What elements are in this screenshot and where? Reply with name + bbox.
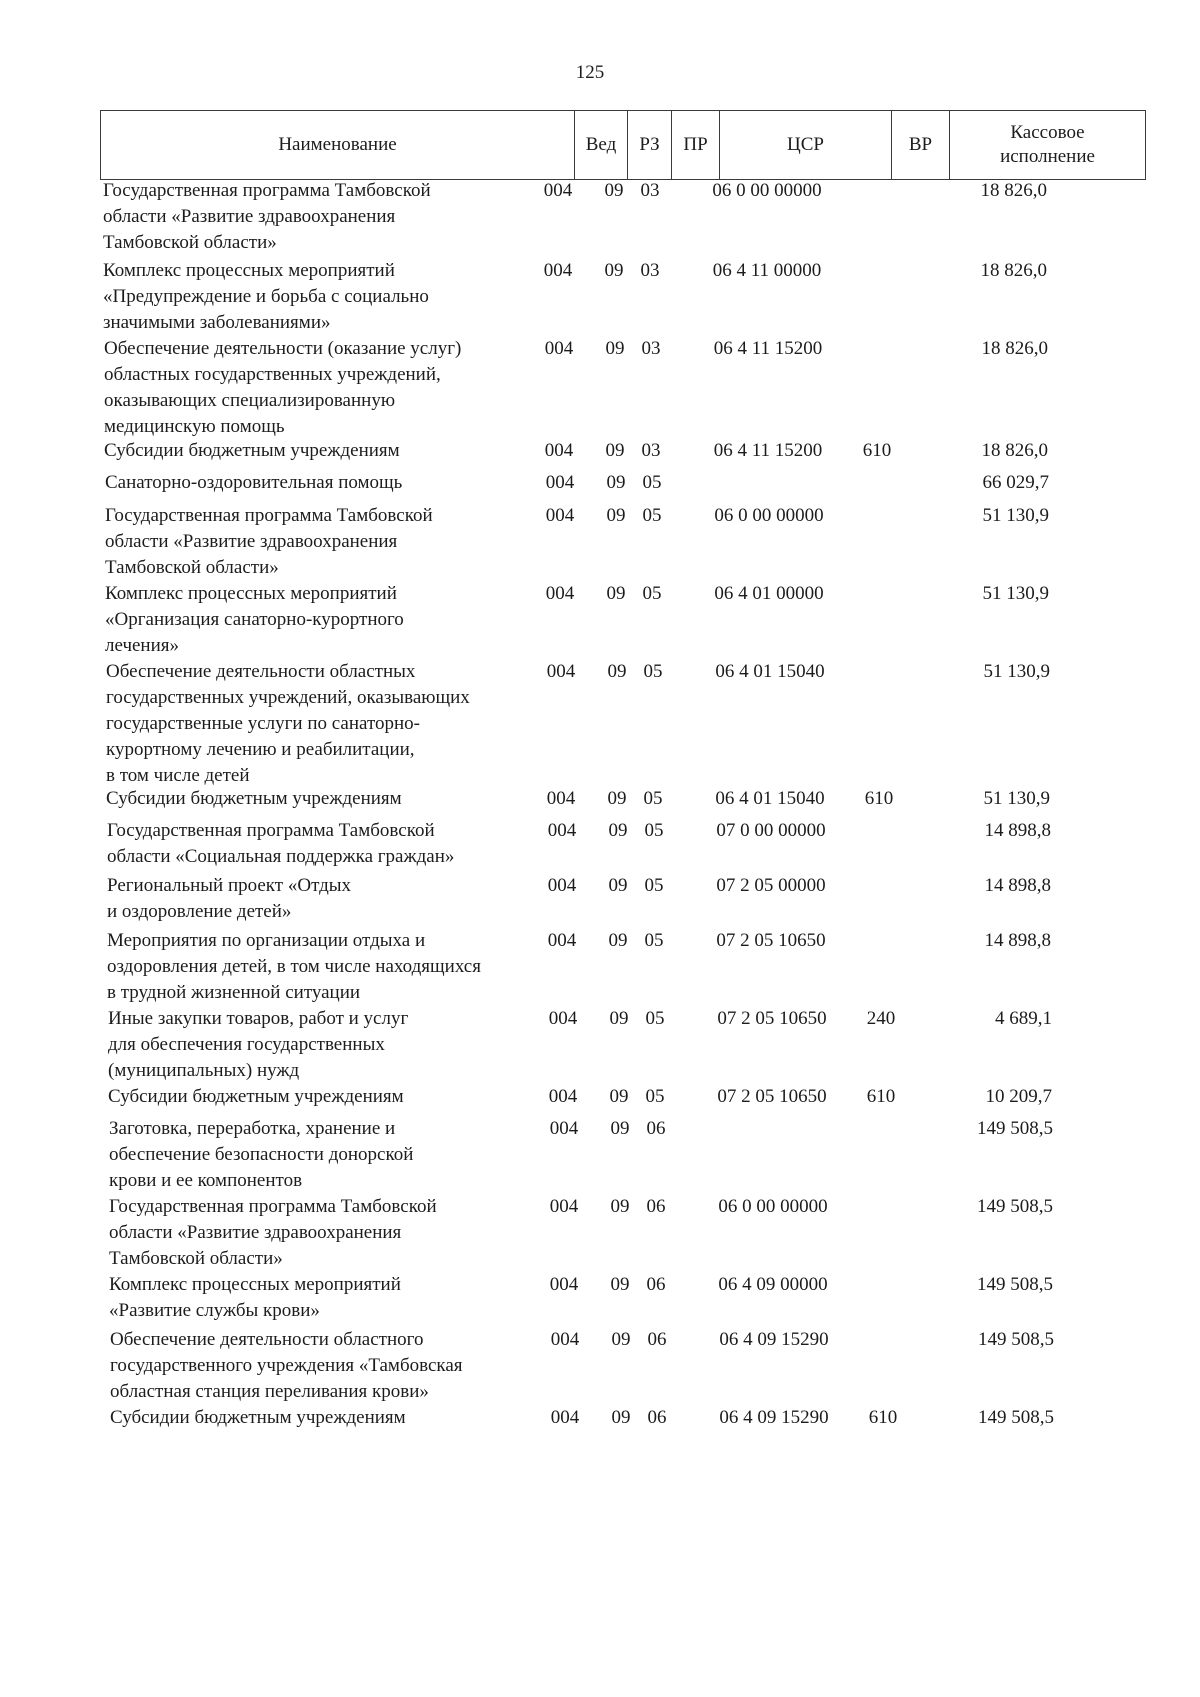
row-csr: 07 0 00 00000	[716, 820, 826, 841]
row-csr: 06 0 00 00000	[718, 1196, 828, 1217]
row-name: Субсидии бюджетным учреждениям	[104, 440, 400, 461]
row-rz: 09	[611, 1407, 631, 1428]
row-csr: 07 2 05 10650	[717, 1008, 827, 1029]
row-ved: 004	[547, 820, 577, 841]
row-rz: 09	[604, 180, 624, 201]
row-ved: 004	[545, 472, 575, 493]
row-pr: 03	[641, 338, 661, 359]
row-pr: 05	[643, 661, 663, 682]
row-csr: 06 4 01 15040	[715, 788, 825, 809]
row-pr: 06	[646, 1274, 666, 1295]
row-ved: 004	[545, 583, 575, 604]
row-vr: 610	[862, 440, 892, 461]
row-pr: 05	[643, 788, 663, 809]
row-csr: 06 4 09 15290	[719, 1329, 829, 1350]
header-csr: ЦСР	[720, 111, 892, 179]
row-ved: 004	[547, 930, 577, 951]
row-pr: 05	[642, 505, 662, 526]
row-name: Обеспечение деятельности областного государственного учреждения «Тамбовская областная станция переливания крови»	[110, 1329, 463, 1402]
row-rz: 09	[608, 820, 628, 841]
row-ved: 004	[549, 1118, 579, 1139]
row-name: Комплекс процессных мероприятий «Предупреждение и борьба с социально значимыми заболеваниями»	[103, 260, 429, 333]
row-rz: 09	[608, 930, 628, 951]
row-name: Субсидии бюджетным учреждениям	[110, 1407, 406, 1428]
row-ved: 004	[545, 505, 575, 526]
row-pr: 06	[647, 1407, 667, 1428]
row-name: Обеспечение деятельности областных государственных учреждений, оказывающих государственные услуги по санаторно- курортному лечению и реабилитации, в том числе детей	[106, 661, 470, 786]
row-sum: 51 130,9	[983, 661, 1050, 682]
row-pr: 05	[644, 820, 664, 841]
row-sum: 51 130,9	[982, 583, 1049, 604]
row-ved: 004	[543, 260, 573, 281]
row-name: Иные закупки товаров, работ и услуг для обеспечения государственных (муниципальных) нужд	[108, 1008, 409, 1081]
page-number: 125	[575, 62, 605, 83]
row-name: Комплекс процессных мероприятий «Развитие службы крови»	[109, 1274, 401, 1321]
row-pr: 06	[646, 1196, 666, 1217]
row-csr: 06 0 00 00000	[714, 505, 824, 526]
row-ved: 004	[550, 1329, 580, 1350]
row-csr: 07 2 05 00000	[716, 875, 826, 896]
row-rz: 09	[605, 440, 625, 461]
row-rz: 09	[611, 1329, 631, 1350]
row-csr: 06 4 09 15290	[719, 1407, 829, 1428]
row-pr: 05	[642, 583, 662, 604]
row-name: Государственная программа Тамбовской области «Социальная поддержка граждан»	[107, 820, 455, 867]
row-pr: 05	[642, 472, 662, 493]
header-vr: ВР	[892, 111, 950, 179]
row-name: Комплекс процессных мероприятий «Организация санаторно-курортного лечения»	[105, 583, 404, 656]
header-pr: ПР	[672, 111, 720, 179]
row-vr: 610	[868, 1407, 898, 1428]
row-rz: 09	[610, 1118, 630, 1139]
row-pr: 05	[645, 1008, 665, 1029]
row-sum: 18 826,0	[980, 180, 1047, 201]
row-pr: 03	[640, 180, 660, 201]
header-sum: Кассовое исполнение	[1000, 122, 1095, 167]
row-name: Государственная программа Тамбовской области «Развитие здравоохранения Тамбовской области»	[105, 505, 433, 578]
row-rz: 09	[605, 338, 625, 359]
row-csr: 07 2 05 10650	[717, 1086, 827, 1107]
row-name: Мероприятия по организации отдыха и оздоровления детей, в том числе находящихся в трудной жизненной ситуации	[107, 930, 481, 1003]
row-ved: 004	[549, 1196, 579, 1217]
row-csr: 06 4 11 15200	[713, 440, 823, 461]
row-ved: 004	[549, 1274, 579, 1295]
row-ved: 004	[547, 875, 577, 896]
header-rz: РЗ	[628, 111, 672, 179]
row-ved: 004	[544, 338, 574, 359]
row-rz: 09	[606, 472, 626, 493]
row-csr: 06 4 09 00000	[718, 1274, 828, 1295]
row-sum: 66 029,7	[982, 472, 1049, 493]
row-pr: 03	[640, 260, 660, 281]
row-sum: 149 508,5	[977, 1274, 1053, 1295]
row-ved: 004	[543, 180, 573, 201]
row-rz: 09	[609, 1008, 629, 1029]
row-rz: 09	[607, 661, 627, 682]
row-rz: 09	[604, 260, 624, 281]
row-vr: 240	[866, 1008, 896, 1029]
row-csr: 06 4 01 00000	[714, 583, 824, 604]
row-ved: 004	[548, 1086, 578, 1107]
row-sum: 149 508,5	[978, 1329, 1054, 1350]
row-pr: 05	[645, 1086, 665, 1107]
row-name: Региональный проект «Отдых и оздоровление детей»	[107, 875, 352, 922]
row-rz: 09	[610, 1274, 630, 1295]
row-pr: 06	[646, 1118, 666, 1139]
row-csr: 06 4 01 15040	[715, 661, 825, 682]
row-csr: 07 2 05 10650	[716, 930, 826, 951]
row-sum: 149 508,5	[977, 1118, 1053, 1139]
row-ved: 004	[550, 1407, 580, 1428]
row-name: Государственная программа Тамбовской области «Развитие здравоохранения Тамбовской области»	[109, 1196, 437, 1269]
row-vr: 610	[866, 1086, 896, 1107]
row-sum: 51 130,9	[982, 505, 1049, 526]
row-rz: 09	[607, 788, 627, 809]
row-sum: 14 898,8	[984, 875, 1051, 896]
row-pr: 05	[644, 875, 664, 896]
row-rz: 09	[606, 505, 626, 526]
row-rz: 09	[608, 875, 628, 896]
row-sum: 149 508,5	[978, 1407, 1054, 1428]
row-pr: 05	[644, 930, 664, 951]
row-ved: 004	[548, 1008, 578, 1029]
row-name: Заготовка, переработка, хранение и обеспечение безопасности донорской крови и ее компонентов	[109, 1118, 414, 1191]
row-sum: 18 826,0	[981, 440, 1048, 461]
row-ved: 004	[546, 788, 576, 809]
row-sum: 18 826,0	[980, 260, 1047, 281]
row-ved: 004	[546, 661, 576, 682]
row-rz: 09	[606, 583, 626, 604]
row-sum: 10 209,7	[985, 1086, 1052, 1107]
row-rz: 09	[610, 1196, 630, 1217]
row-sum: 18 826,0	[981, 338, 1048, 359]
row-csr: 06 4 11 15200	[713, 338, 823, 359]
row-csr: 06 0 00 00000	[712, 180, 822, 201]
row-pr: 06	[647, 1329, 667, 1350]
row-name: Обеспечение деятельности (оказание услуг) областных государственных учреждений, оказывающих специализированную медицинскую помощь	[104, 338, 462, 437]
header-name: Наименование	[101, 111, 575, 179]
header-ved: Вед	[575, 111, 628, 179]
row-vr: 610	[864, 788, 894, 809]
table-header	[100, 110, 1146, 180]
row-sum: 14 898,8	[984, 820, 1051, 841]
row-name: Субсидии бюджетным учреждениям	[106, 788, 402, 809]
row-rz: 09	[609, 1086, 629, 1107]
row-sum: 51 130,9	[983, 788, 1050, 809]
row-csr: 06 4 11 00000	[712, 260, 822, 281]
row-sum: 4 689,1	[995, 1008, 1052, 1029]
row-sum: 149 508,5	[977, 1196, 1053, 1217]
row-name: Государственная программа Тамбовской области «Развитие здравоохранения Тамбовской области»	[103, 180, 431, 253]
row-pr: 03	[641, 440, 661, 461]
row-name: Санаторно-оздоровительная помощь	[105, 472, 403, 493]
row-sum: 14 898,8	[984, 930, 1051, 951]
row-name: Субсидии бюджетным учреждениям	[108, 1086, 404, 1107]
row-ved: 004	[544, 440, 574, 461]
